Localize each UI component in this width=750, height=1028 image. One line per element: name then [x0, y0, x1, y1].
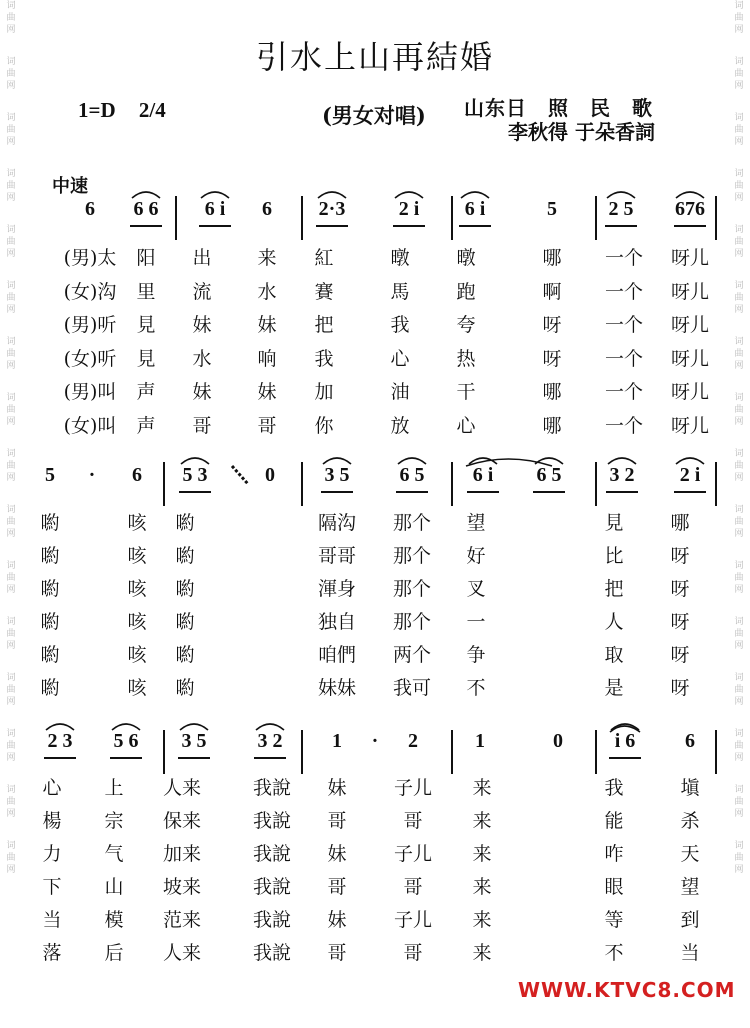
lyric-syllable: 人来: [162, 942, 201, 964]
watermark-text: 词曲网: [734, 337, 744, 371]
lyric-syllable: 賽: [314, 280, 334, 303]
key-text: 1=D: [78, 98, 116, 122]
lyric-syllable: 取: [604, 644, 624, 666]
lyric-syllable: 能: [604, 810, 624, 832]
lyric-syllable: 見: [604, 512, 624, 534]
lyric-syllable: 哥: [327, 876, 347, 898]
lyric-syllable: 你: [314, 414, 334, 437]
slur-mark: [607, 192, 635, 198]
lyric-syllable: 来: [472, 876, 492, 898]
slur-mark: [676, 458, 704, 464]
lyric-syllable: 一个: [604, 381, 643, 403]
lyric-syllable: 我說: [252, 810, 291, 832]
lyric-syllable: 渾身: [317, 578, 356, 600]
watermark-text: 词曲网: [6, 393, 16, 427]
slur-mark: [398, 458, 426, 464]
lyric-syllable: 流: [192, 280, 212, 303]
note-group: 3 5: [181, 730, 207, 752]
watermark-text: 词曲网: [6, 617, 16, 651]
watermark-text: 词曲网: [734, 1, 744, 35]
lyric-syllable: 呀: [542, 347, 562, 370]
note-group: 2·3: [318, 198, 346, 220]
lyric-syllable: 哥: [257, 414, 277, 437]
watermark-text: 词曲网: [734, 673, 744, 707]
lyric-syllable: 妹: [327, 843, 347, 865]
lyric-syllable: 妹: [327, 909, 347, 931]
lyric-syllable: (女)沟: [63, 280, 117, 303]
note-group: 0: [553, 730, 563, 752]
lyric-syllable: 范来: [162, 909, 201, 931]
lyric-syllable: 山: [104, 876, 124, 898]
lyric-syllable: 那个: [392, 578, 431, 600]
note-group: 3 2: [257, 730, 283, 752]
lyric-syllable: 我說: [252, 876, 291, 898]
lyric-syllable: 后: [104, 942, 124, 964]
lyric-syllable: 一: [466, 611, 486, 633]
lyric-syllable: 喲: [175, 545, 195, 567]
note-group: 5: [547, 198, 557, 220]
lyric-syllable: (女)叫: [63, 414, 117, 437]
watermark-text: 词曲网: [734, 449, 744, 483]
note-group: 6: [85, 198, 95, 220]
slur-mark: [180, 724, 208, 730]
lyric-syllable: 水: [257, 280, 277, 303]
note-group: 1: [475, 730, 485, 752]
watermark-text: 词曲网: [734, 617, 744, 651]
watermark-text: 词曲网: [6, 729, 16, 763]
lyric-syllable: 跑: [456, 280, 476, 303]
lyric-syllable: 出: [192, 247, 212, 269]
lyric-syllable: 楊: [42, 810, 62, 832]
lyric-syllable: 暾: [390, 247, 410, 269]
lyric-syllable: 加: [314, 381, 334, 403]
lyric-syllable: 咳: [127, 512, 147, 534]
note-group: 6 6: [133, 198, 159, 220]
lyric-syllable: 喲: [175, 512, 195, 534]
lyric-syllable: 响: [257, 347, 277, 370]
lyric-syllable: 呀儿: [670, 381, 709, 403]
lyric-syllable: 来: [257, 247, 277, 269]
watermark-text: 词曲网: [734, 225, 744, 259]
lyric-syllable: 喲: [175, 644, 195, 666]
lyric-syllable: (男)听: [63, 314, 117, 336]
lyric-syllable: 呀儿: [670, 280, 709, 303]
lyric-syllable: 阳: [136, 247, 156, 269]
watermark-text: 词曲网: [6, 505, 16, 539]
lyric-syllable: 我說: [252, 843, 291, 865]
lyric-syllable: 喲: [175, 611, 195, 633]
note-group: 6: [132, 464, 142, 486]
lyric-syllable: 油: [390, 381, 410, 403]
slur-mark: [323, 458, 351, 464]
lyric-syllable: 里: [136, 280, 156, 303]
tempo-marking: 中速: [52, 176, 88, 197]
lyric-syllable: 加来: [162, 843, 201, 865]
note-group: ·: [88, 464, 96, 486]
watermark-text: 词曲网: [734, 57, 744, 91]
lyric-syllable: 把: [314, 314, 334, 336]
song-source: 山东日 照 民 歌: [464, 96, 653, 120]
watermark-text: 词曲网: [734, 281, 744, 315]
watermark-text: 词曲网: [6, 449, 16, 483]
lyric-syllable: 子儿: [393, 777, 432, 799]
lyric-syllable: 我說: [252, 942, 291, 964]
lyric-syllable: 哥: [192, 414, 212, 437]
lyric-syllable: 夸: [456, 314, 476, 336]
lyric-syllable: 哪: [542, 381, 562, 403]
watermark-text: 词曲网: [6, 337, 16, 371]
note-group: 6: [685, 730, 695, 752]
lyric-syllable: 喲: [40, 611, 60, 633]
lyric-syllable: 望: [680, 876, 700, 898]
lyric-syllable: 那个: [392, 545, 431, 567]
slur-mark: [132, 192, 160, 198]
watermark-text: 词曲网: [6, 841, 16, 875]
watermark-text: 词曲网: [6, 169, 16, 203]
lyric-syllable: 来: [472, 909, 492, 931]
slur-mark: [112, 724, 140, 730]
watermark-text: 词曲网: [6, 561, 16, 595]
lyric-syllable: 暾: [456, 247, 476, 269]
slur-mark: [608, 458, 636, 464]
lyric-syllable: (男)太: [63, 247, 117, 269]
lyric-syllable: 呀: [670, 677, 690, 699]
watermark-text: 词曲网: [734, 785, 744, 819]
note-group: 2 i: [398, 198, 420, 220]
lyric-syllable: 喲: [175, 677, 195, 699]
lyric-syllable: 当: [42, 909, 62, 931]
lyric-syllable: 到: [680, 909, 700, 931]
lyric-syllable: 見: [136, 314, 156, 336]
lyric-syllable: 把: [604, 578, 624, 600]
lyric-syllable: 杀: [680, 810, 700, 832]
note-group: 676: [675, 198, 705, 220]
lyric-syllable: 力: [42, 843, 62, 865]
lyric-syllable: 不: [604, 942, 624, 964]
lyric-syllable: 我說: [252, 909, 291, 931]
slur-mark: [395, 192, 423, 198]
lyric-syllable: 来: [472, 810, 492, 832]
lyric-syllable: 一个: [604, 314, 643, 336]
note-group: 5: [45, 464, 55, 486]
note-group: 6 i: [464, 198, 486, 220]
note-group: 3 5: [324, 464, 350, 486]
note-group: ·: [371, 730, 379, 752]
lyric-syllable: 咳: [127, 611, 147, 633]
lyric-syllable: 水: [192, 347, 212, 370]
lyric-syllable: 哥: [403, 942, 423, 964]
lyric-syllable: 呀: [670, 578, 690, 600]
lyric-syllable: 咳: [127, 578, 147, 600]
lyric-syllable: 干: [456, 381, 476, 403]
lyric-syllable: 妹: [257, 381, 277, 403]
lyric-syllable: 眼: [604, 876, 624, 898]
lyric-syllable: 哥: [327, 810, 347, 832]
lyric-syllable: 一个: [604, 414, 643, 437]
lyric-syllable: 热: [456, 347, 476, 370]
watermark-text: 词曲网: [6, 1, 16, 35]
lyric-syllable: 模: [104, 909, 124, 931]
watermark-text: 词曲网: [734, 113, 744, 147]
lyric-syllable: 咳: [127, 644, 147, 666]
lyric-syllable: 是: [604, 677, 624, 699]
note-group: 2 3: [47, 730, 73, 752]
lyric-syllable: 呀儿: [670, 314, 709, 336]
lyric-syllable: 哥: [403, 876, 423, 898]
lyric-syllable: 咳: [127, 545, 147, 567]
lyric-syllable: 咳: [127, 677, 147, 699]
watermark-text: 词曲网: [6, 673, 16, 707]
lyric-syllable: 落: [42, 942, 62, 964]
long-slur: [466, 459, 552, 466]
lyric-syllable: 宗: [104, 810, 124, 832]
lyric-syllable: 我: [604, 777, 624, 799]
note-group: 2: [408, 730, 418, 752]
website-watermark: WWW.KTVC8.COM: [518, 978, 736, 1002]
lyric-syllable: 呀: [670, 644, 690, 666]
lyric-syllable: 喲: [40, 545, 60, 567]
lyric-syllable: 呀: [670, 611, 690, 633]
watermark-text: 词曲网: [6, 225, 16, 259]
lyric-syllable: 我: [390, 314, 410, 336]
lyric-syllable: 見: [136, 347, 156, 370]
lyric-syllable: 喲: [40, 512, 60, 534]
lyric-syllable: 上: [104, 777, 124, 799]
lyric-syllable: 声: [136, 414, 156, 437]
lyric-syllable: 心: [42, 777, 62, 799]
lyric-syllable: 我可: [392, 677, 431, 699]
slur-mark: [201, 192, 229, 198]
note-group: 1: [332, 730, 342, 752]
lyric-syllable: 不: [466, 677, 486, 699]
lyric-syllable: 声: [136, 381, 156, 403]
lyric-syllable: 下: [42, 876, 62, 898]
lyric-syllable: (男)叫: [63, 381, 117, 403]
lyric-syllable: 哪: [670, 512, 690, 534]
lyricist-credits: 李秋得 于朵香詞: [508, 120, 655, 144]
lyric-syllable: 叉: [466, 578, 486, 600]
note-group: 6 5: [536, 464, 562, 486]
lyric-syllable: 独自: [317, 611, 356, 633]
lyric-syllable: 放: [390, 414, 410, 437]
lyric-syllable: 争: [466, 644, 486, 666]
note-group: 6 i: [204, 198, 226, 220]
watermark-text: 词曲网: [734, 561, 744, 595]
lyric-syllable: 隔沟: [317, 512, 356, 534]
lyric-syllable: 子儿: [393, 909, 432, 931]
lyric-syllable: 哪: [542, 247, 562, 269]
note-group: 0: [265, 464, 275, 486]
lyric-syllable: 人: [604, 611, 624, 633]
lyric-syllable: 来: [472, 942, 492, 964]
lyric-syllable: 啊: [542, 280, 562, 303]
lyric-syllable: 呀: [670, 545, 690, 567]
lyric-syllable: 馬: [390, 280, 410, 303]
note-group: 6: [262, 198, 272, 220]
time-signature: 2/4: [138, 98, 166, 122]
note-group: 5 6: [113, 730, 139, 752]
watermark-text: 词曲网: [6, 113, 16, 147]
song-title: 引水上山再結婚: [255, 38, 494, 76]
lyric-syllable: 一个: [604, 247, 643, 269]
performance-note: (男女对唱): [322, 103, 426, 128]
lyric-syllable: 坡来: [162, 876, 201, 898]
lyric-syllable: 妹妹: [317, 677, 356, 699]
lyric-syllable: 紅: [314, 247, 334, 269]
lyric-syllable: 塡: [680, 777, 700, 799]
watermark-text: 词曲网: [734, 169, 744, 203]
lyric-syllable: (女)听: [63, 347, 117, 370]
lyric-syllable: 哥: [403, 810, 423, 832]
note-group: 6 5: [399, 464, 425, 486]
lyric-syllable: 那个: [392, 611, 431, 633]
lyric-syllable: 心: [390, 347, 410, 370]
lyric-syllable: 那个: [392, 512, 431, 534]
slur-mark: [46, 724, 74, 730]
lyric-syllable: 来: [472, 843, 492, 865]
lyric-syllable: 咋: [604, 843, 624, 865]
lyric-syllable: 一个: [604, 280, 643, 303]
lyric-syllable: 喲: [40, 644, 60, 666]
note-group: i 6: [614, 730, 636, 752]
lyric-syllable: 喲: [40, 677, 60, 699]
lyric-syllable: 妹: [257, 314, 277, 336]
lyric-syllable: 喲: [175, 578, 195, 600]
watermark-text: 词曲网: [6, 281, 16, 315]
lyric-syllable: 我說: [252, 777, 291, 799]
breath-mark: [232, 466, 248, 484]
watermark-text: 词曲网: [6, 57, 16, 91]
watermark-text: 词曲网: [6, 785, 16, 819]
lyric-syllable: 哥: [327, 942, 347, 964]
lyric-syllable: 保来: [162, 810, 201, 832]
note-group: 5 3: [182, 464, 208, 486]
lyric-syllable: 天: [680, 843, 700, 865]
slur-mark: [318, 192, 346, 198]
lyric-syllable: 好: [466, 545, 486, 567]
slur-mark: [181, 458, 209, 464]
lyric-syllable: 妹: [327, 777, 347, 799]
watermark-text: 词曲网: [734, 505, 744, 539]
note-group: 2 i: [679, 464, 701, 486]
lyric-syllable: 比: [604, 545, 624, 567]
lyric-syllable: 呀儿: [670, 347, 709, 370]
lyric-syllable: 妹: [192, 381, 212, 403]
lyric-syllable: 人来: [162, 777, 201, 799]
lyric-syllable: 妹: [192, 314, 212, 336]
lyric-syllable: 气: [104, 843, 124, 865]
lyric-syllable: 望: [466, 512, 486, 534]
lyric-syllable: 子儿: [393, 843, 432, 865]
lyric-syllable: 一个: [604, 347, 643, 370]
lyric-syllable: 喲: [40, 578, 60, 600]
lyric-syllable: 心: [456, 414, 476, 437]
lyric-syllable: 等: [604, 909, 624, 931]
lyric-syllable: 呀儿: [670, 247, 709, 269]
lyric-syllable: 呀: [542, 314, 562, 336]
lyric-syllable: 当: [680, 942, 700, 964]
lyric-syllable: 呀儿: [670, 414, 709, 437]
lyric-syllable: 咱們: [317, 644, 356, 666]
lyric-syllable: 两个: [392, 644, 431, 666]
lyric-syllable: 我: [314, 347, 334, 370]
watermark-text: 词曲网: [734, 729, 744, 763]
note-group: 2 5: [608, 198, 634, 220]
watermark-text: 词曲网: [734, 841, 744, 875]
lyric-syllable: 来: [472, 777, 492, 799]
lyric-syllable: 哥哥: [317, 545, 356, 567]
lyric-syllable: 哪: [542, 414, 562, 437]
watermark-text: 词曲网: [734, 393, 744, 427]
slur-mark: [676, 192, 704, 198]
note-group: 3 2: [609, 464, 635, 486]
note-group: 6 i: [472, 464, 494, 486]
slur-mark: [461, 192, 489, 198]
slur-mark: [256, 724, 284, 730]
